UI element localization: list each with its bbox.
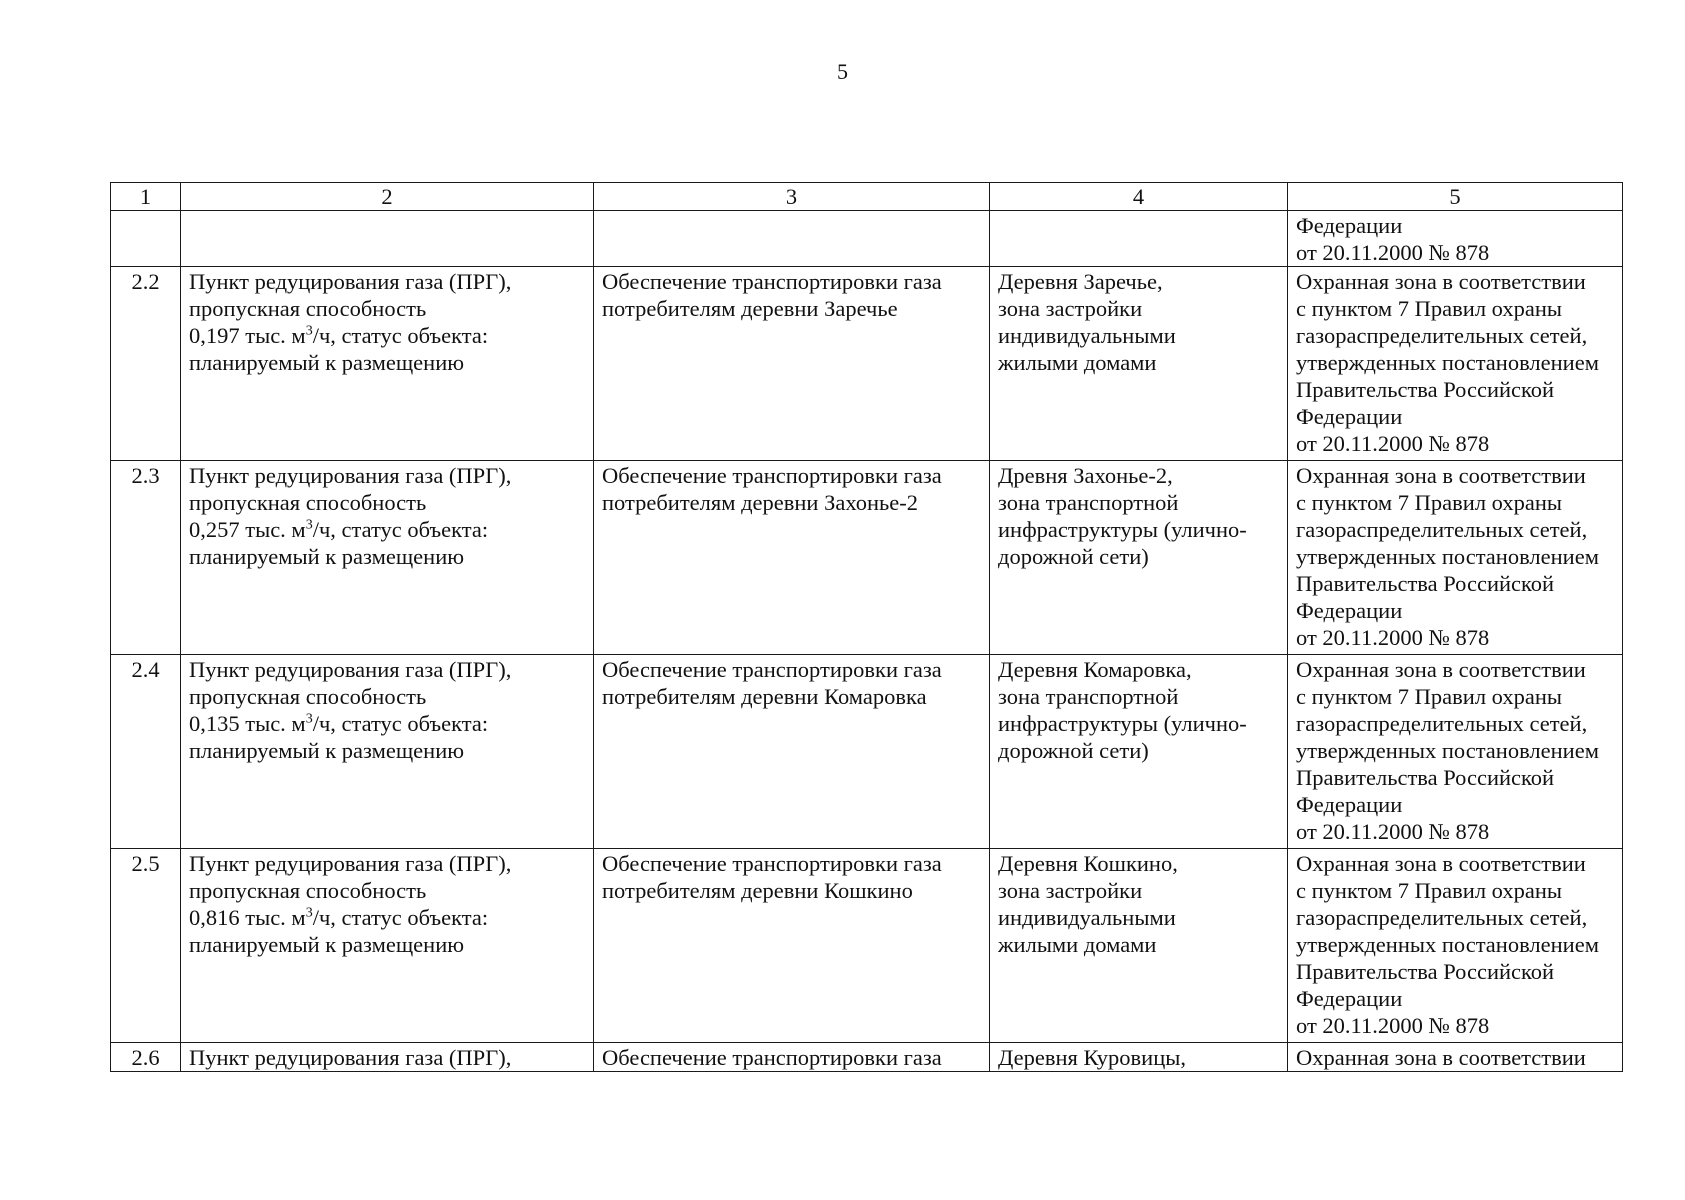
page-number: 5 [837,59,848,84]
location-cell: Деревня Заречье, зона застройки индивидуальными жилыми домами [990,267,1288,461]
table-row [111,267,1623,461]
header-cell: 1 [111,183,181,211]
row-number: 2.5 [111,849,181,1043]
purpose-cell: Обеспечение транспортировки газа потребителям деревни Захонье-2 [594,461,990,655]
purpose-cell [594,211,990,267]
table-row [111,655,1623,849]
purpose-cell: Обеспечение транспортировки газа [594,1043,990,1072]
purpose-cell: Обеспечение транспортировки газа потребителям деревни Кошкино [594,849,990,1043]
header-cell: 5 [1288,183,1623,211]
zone-cell: Охранная зона в соответствии с пунктом 7 Правил охраны газораспределительных сетей, утвержденных постановлением Правительства Российской Федерации от 20.11.2000 № 878 [1288,461,1623,655]
table-row [111,461,1623,655]
row-number: 2.3 [111,461,181,655]
object-cell [181,461,594,655]
location-cell: Древня Захонье-2, зона транспортной инфраструктуры (улично- дорожной сети) [990,461,1288,655]
object-text: Пункт редуцирования газа (ПРГ), пропускная способность 0,135 тыс. м [189,657,512,736]
row-number: 2.4 [111,655,181,849]
header-cell: 2 [181,183,594,211]
object-superscript: 3 [305,323,313,339]
row-number: 2.6 [111,1043,181,1072]
table-row-continuation [111,211,1623,267]
object-text: Пункт редуцирования газа (ПРГ), пропускная способность 0,816 тыс. м [189,851,512,930]
object-text: Пункт редуцирования газа (ПРГ), пропускная способность 0,257 тыс. м [189,463,512,542]
table-row-cut [111,1043,1623,1072]
object-superscript: 3 [305,517,313,533]
object-cell [181,267,594,461]
object-cell [181,655,594,849]
location-cell: Деревня Кошкино, зона застройки индивидуальными жилыми домами [990,849,1288,1043]
header-cell: 4 [990,183,1288,211]
object-cell [181,211,594,267]
row-number: 2.2 [111,267,181,461]
zone-cell: Федерации от 20.11.2000 № 878 [1288,211,1623,267]
location-cell [990,211,1288,267]
zone-cell: Охранная зона в соответствии с пунктом 7 Правил охраны газораспределительных сетей, утвержденных постановлением Правительства Российской Федерации от 20.11.2000 № 878 [1288,267,1623,461]
zone-cell: Охранная зона в соответствии с пунктом 7 Правил охраны газораспределительных сетей, утвержденных постановлением Правительства Российской Федерации от 20.11.2000 № 878 [1288,849,1623,1043]
object-text: /ч, статус объекта: планируемый к размещению [189,711,489,763]
objects-table [110,182,1623,1072]
object-cell [181,849,594,1043]
object-text: Пункт редуцирования газа (ПРГ), пропускная способность 0,197 тыс. м [189,269,512,348]
object-text: /ч, статус объекта: планируемый к размещению [189,905,489,957]
table-row [111,849,1623,1043]
location-cell: Деревня Комаровка, зона транспортной инфраструктуры (улично- дорожной сети) [990,655,1288,849]
object-cell: Пункт редуцирования газа (ПРГ), [181,1043,594,1072]
zone-cell: Охранная зона в соответствии с пунктом 7 Правил охраны газораспределительных сетей, утвержденных постановлением Правительства Российской Федерации от 20.11.2000 № 878 [1288,655,1623,849]
object-superscript: 3 [305,711,313,727]
purpose-cell: Обеспечение транспортировки газа потребителям деревни Комаровка [594,655,990,849]
object-text: /ч, статус объекта: планируемый к размещению [189,517,489,569]
table-header-row [111,183,1623,211]
location-cell: Деревня Куровицы, [990,1043,1288,1072]
header-cell: 3 [594,183,990,211]
object-superscript: 3 [305,905,313,921]
object-text: /ч, статус объекта: планируемый к размещению [189,323,489,375]
zone-cell: Охранная зона в соответствии [1288,1043,1623,1072]
row-number [111,211,181,267]
purpose-cell: Обеспечение транспортировки газа потребителям деревни Заречье [594,267,990,461]
